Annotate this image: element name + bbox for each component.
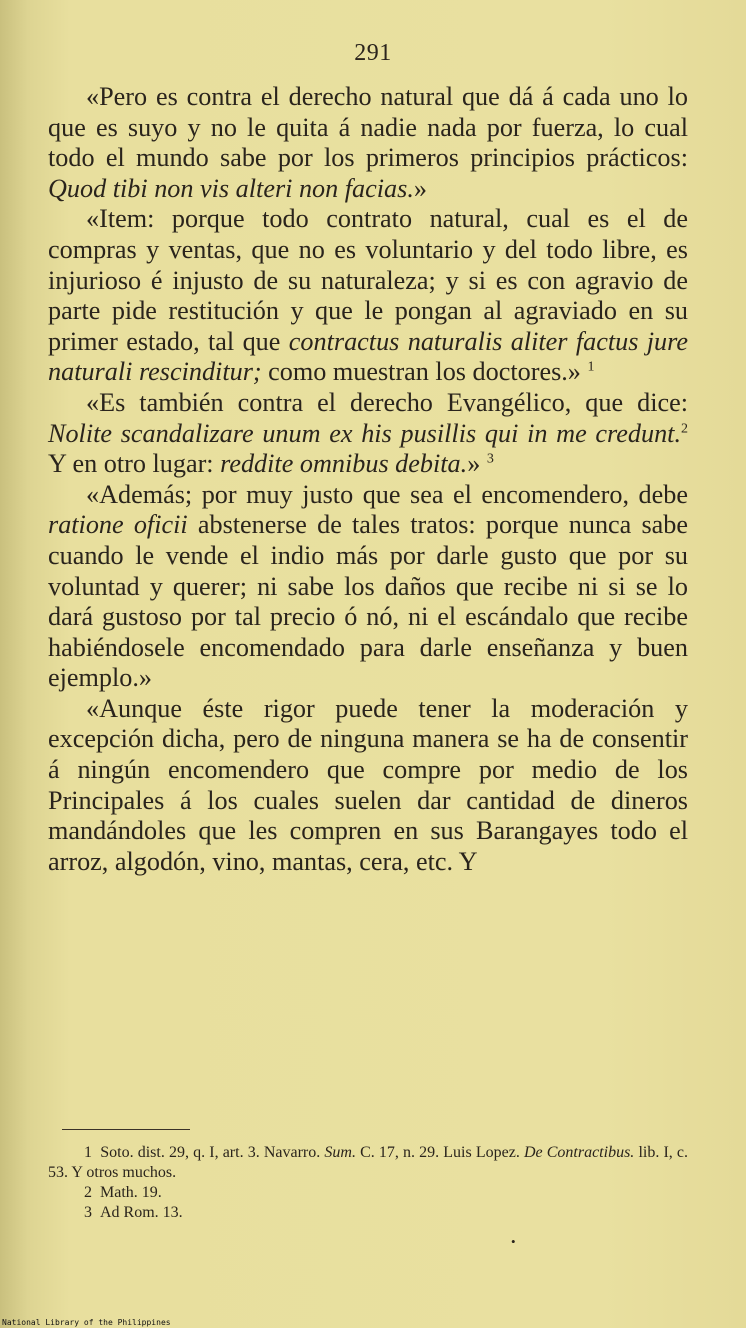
paragraph-text: «Es también contra el derecho Evangélico, que dice: bbox=[86, 387, 688, 417]
footnote-title: Sum. bbox=[324, 1144, 356, 1161]
printer-ornament: • bbox=[511, 1234, 516, 1249]
body-text bbox=[48, 82, 688, 877]
paragraph-text: abstenerse de tales tratos: porque nunca sabe cuando le vende el indio más por darle gusto que por su voluntad y querer; ni sabe los daños que recibe ni si se lo dará gustoso por tal precio ó nó, ni el escándalo que recibe habiéndosele encomendado para darle enseñanza y buen ejemplo.» bbox=[48, 510, 689, 693]
paragraph-4 bbox=[48, 480, 688, 694]
paragraph-text: como muestran los doctores.» bbox=[261, 357, 588, 387]
paragraph-1 bbox=[48, 82, 688, 204]
page-number: 291 bbox=[354, 40, 392, 66]
latin-quote: reddite omnibus debita. bbox=[220, 449, 468, 479]
footnote-ref-3: 3 bbox=[486, 451, 494, 467]
paragraph-3 bbox=[48, 388, 688, 480]
footnote-text: C. 17, n. 29. Luis Lopez. bbox=[355, 1144, 524, 1161]
footnotes bbox=[48, 1143, 688, 1223]
latin-quote: Quod tibi non vis alteri non facias. bbox=[48, 173, 414, 203]
footnote-ref-1: 1 bbox=[587, 359, 595, 375]
footnote-ref-2: 2 bbox=[681, 420, 688, 436]
paragraph-text: «Item: porque todo contrato natural, cual es el de compras y ventas, que no es voluntario y del todo libre, es injurioso é injusto de su naturaleza; y si es con agravio de parte pide restitución y que le pongan al agraviado en su primer estado, tal que bbox=[48, 204, 688, 356]
latin-quote: Nolite scandalizare unum ex his pusillis qui in me credunt. bbox=[48, 418, 681, 448]
paragraph-5 bbox=[48, 694, 688, 878]
latin-phrase: ratione oficii bbox=[48, 510, 188, 540]
closing-quote: » bbox=[467, 449, 487, 479]
paragraph-text: «Aunque éste rigor puede tener la moderación y excepción dicha, pero de ninguna manera se ha de consentir á ningún encomendero que compre por medio de los Principales á los cuales suelen dar cantidad de dineros mandándoles que les compren en sus Barangayes todo el arroz, algodón, vino, mantas, cera, etc. Y bbox=[48, 693, 688, 876]
footnote-number: 2 bbox=[84, 1184, 92, 1201]
footnote-text: Math. 19. bbox=[100, 1184, 162, 1201]
paragraph-2 bbox=[48, 204, 688, 388]
latin-quote: contractus naturalis aliter factus jure naturali rescinditur; bbox=[48, 326, 688, 387]
footnote-2 bbox=[48, 1183, 688, 1203]
footnote-number: 3 bbox=[84, 1204, 92, 1221]
footnote-text: Ad Rom. 13. bbox=[100, 1204, 183, 1221]
closing-quote: » bbox=[413, 173, 427, 203]
library-credit: National Library of the Philippines bbox=[2, 1318, 171, 1327]
footnote-divider bbox=[62, 1129, 190, 1130]
paragraph-text: «Pero es contra el derecho natural que dá á cada uno lo que es suyo y no le quita á nadie nada por fuerza, lo cual todo el mundo sabe por los primeros principios prácticos: bbox=[48, 82, 688, 173]
footnote-title: De Contractibus. bbox=[523, 1144, 635, 1161]
paragraph-text: «Además; por muy justo que sea el encomendero, debe bbox=[86, 479, 688, 509]
footnote-text: Soto. dist. 29, q. I, art. 3. Navarro. bbox=[100, 1144, 325, 1161]
footnote-text: lib. I, c. 53. Y otros muchos. bbox=[48, 1144, 689, 1181]
footnote-1 bbox=[48, 1143, 688, 1183]
footnote-3 bbox=[48, 1203, 688, 1223]
paragraph-text: Y en otro lugar: bbox=[48, 449, 221, 479]
footnote-number: 1 bbox=[84, 1144, 92, 1161]
